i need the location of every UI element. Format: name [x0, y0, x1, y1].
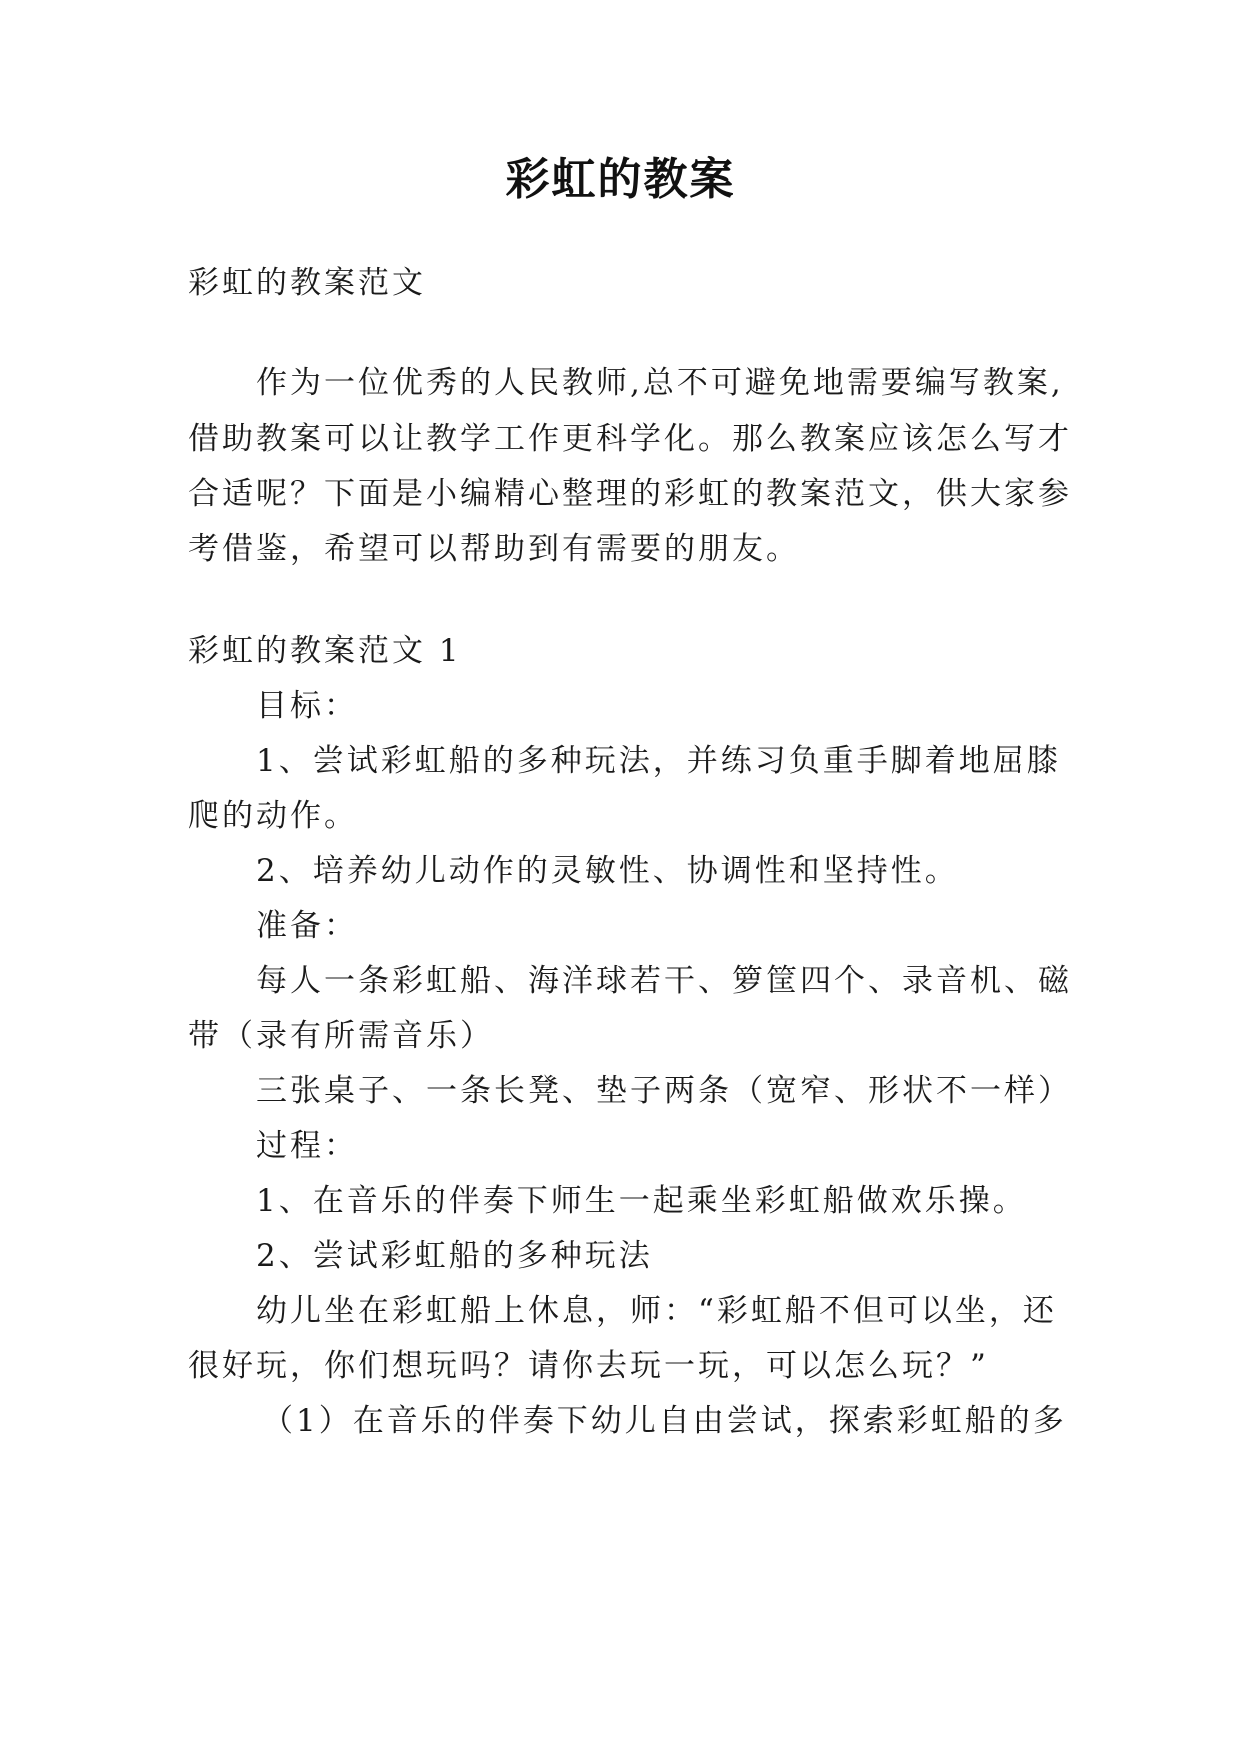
body-line: 很好玩，你们想玩吗？请你去玩一玩，可以怎么玩？”	[188, 1348, 989, 1384]
body-line: 1、在音乐的伴奏下师生一起乘坐彩虹船做欢乐操。	[256, 1183, 1027, 1219]
intro-line: 作为一位优秀的人民教师,总不可避免地需要编写教案,	[256, 365, 1064, 401]
intro-line: 合适呢？下面是小编精心整理的彩虹的教案范文，供大家参	[188, 476, 1072, 512]
body-line: 2、培养幼儿动作的灵敏性、协调性和坚持性。	[256, 853, 959, 889]
body-line: 过程：	[256, 1128, 358, 1164]
section-heading: 彩虹的教案范文 1	[188, 633, 462, 669]
body-line: 准备：	[256, 908, 358, 944]
document-subtitle: 彩虹的教案范文	[188, 265, 426, 301]
body-line: （1）在音乐的伴奏下幼儿自由尝试，探索彩虹船的多	[262, 1403, 1067, 1439]
body-line: 2、尝试彩虹船的多种玩法	[256, 1238, 653, 1274]
body-line: 每人一条彩虹船、海洋球若干、箩筐四个、录音机、磁	[256, 963, 1072, 999]
intro-line: 借助教案可以让教学工作更科学化。那么教案应该怎么写才	[188, 421, 1072, 457]
body-line: 幼儿坐在彩虹船上休息，师：“彩虹船不但可以坐，还	[256, 1293, 1057, 1329]
body-line: 目标：	[256, 688, 358, 724]
body-line: 爬的动作。	[188, 798, 358, 834]
intro-line: 考借鉴，希望可以帮助到有需要的朋友。	[188, 531, 800, 567]
body-line: 1、尝试彩虹船的多种玩法，并练习负重手脚着地屈膝	[256, 743, 1061, 779]
document-title: 彩虹的教案	[505, 154, 736, 205]
body-line: 带（录有所需音乐）	[188, 1018, 494, 1054]
body-line: 三张桌子、一条长凳、垫子两条（宽窄、形状不一样）	[256, 1073, 1072, 1109]
